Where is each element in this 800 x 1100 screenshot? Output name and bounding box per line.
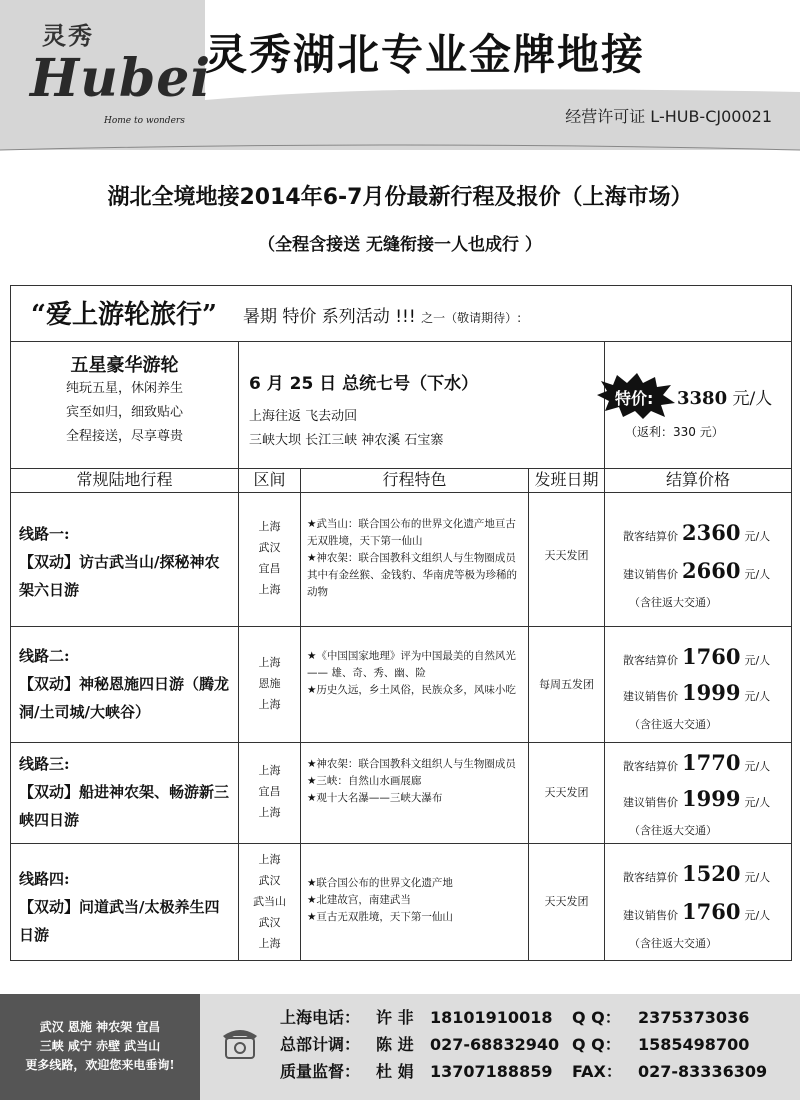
city: 上海 [258,583,281,596]
price-unit: 元/人 [744,871,771,884]
price-retail [623,520,770,545]
price-cell [605,492,791,626]
logo-hubei: Hubei [30,48,212,109]
city: 武当山 [253,895,286,908]
feature: ★亘古无双胜境，天下第一仙山 [307,911,453,923]
cruise-heading: 五星豪华游轮 [70,355,179,376]
feature: ★历史久远，乡土风俗，民族众多，风味小吃 [307,684,516,696]
route-title: 线路二: [19,647,70,665]
table-row [11,742,791,844]
contact-label: 质量监督： [280,1062,361,1081]
city: 恩施 [258,677,281,690]
header-section: 区间 [239,468,301,492]
price-value: 1999 [682,786,741,811]
header-route: 常规陆地行程 [11,468,239,492]
price-unit: 元/人 [744,690,771,703]
price-value: 1760 [682,644,741,669]
company-name: 灵秀湖北专业金牌地接 [205,30,646,79]
license-number: 经营许可证 L-HUB-CJ00021 [565,107,772,126]
promo-text [243,302,521,327]
city: 上海 [258,698,281,711]
price-value: 2660 [682,558,741,583]
departure: 天天发团 [544,786,589,799]
cruise-rebate: （返利：330 元） [625,425,724,439]
route-name [19,642,231,726]
contact-name: 陈 进 [376,1035,414,1054]
route-desc: 【双动】船进神农架、畅游新三峡四日游 [19,783,230,829]
route-desc: 【双动】问道武当/太极养生四日游 [19,898,220,944]
header-price: 结算价格 [665,470,730,489]
price-label: 散客结算价 [623,530,678,543]
price-label: 散客结算价 [623,760,678,773]
price-label: 散客结算价 [623,654,678,667]
route-cell [11,492,239,626]
price-retail [623,750,770,775]
city: 上海 [258,764,281,777]
city: 上海 [258,806,281,819]
promo-banner [11,286,791,342]
departure: 天天发团 [544,549,589,562]
route-name [19,520,231,604]
route-cities [239,652,300,715]
price-label: 建议销售价 [623,568,678,581]
contact-extra-value: 027-83336309 [638,1062,768,1081]
contact-label: 上海电话： [280,1008,361,1027]
contact-extra-label: Q Q： [572,1035,621,1054]
price-value: 1770 [682,750,741,775]
table-row [11,843,791,960]
header [0,0,800,165]
cruise-section [11,341,791,469]
route-features [307,516,521,601]
route-cities [239,849,300,954]
feature: ★神农架：联合国教科文组织人与生物圈成员其中有金丝猴、金钱豹、华南虎等极为珍稀的动物 [307,552,517,598]
cities-cell [239,742,301,843]
footer-destinations [0,994,200,1100]
cruise-price-number: 3380 [677,388,728,409]
features-cell [301,843,529,960]
feature: ★北建故宫，南建武当 [307,894,411,906]
route-cell [11,742,239,843]
city: 武汉 [258,916,281,929]
departure-cell [529,843,605,960]
price-label: 建议销售价 [623,796,678,809]
route-title: 线路三: [19,755,70,773]
table-row [11,626,791,743]
cities-cell [239,843,301,960]
price-retail [623,644,770,669]
price-unit: 元/人 [744,909,771,922]
price-label: 建议销售价 [623,909,678,922]
features-cell [301,742,529,843]
route-cities [239,760,300,823]
promo-main: “爱上游轮旅行” [31,300,217,330]
city: 上海 [258,853,281,866]
logo-tagline: Home to wonders [104,116,185,126]
header-features: 行程特色 [301,468,529,492]
cruise-line: 纯玩五星，休闲养生 [65,381,183,396]
contact-name: 杜 娟 [376,1062,414,1081]
price-label: 建议销售价 [623,690,678,703]
contact-phone: 027-68832940 [430,1035,560,1054]
price-unit: 元/人 [744,568,771,581]
cruise-line: 宾至如归，细致贴心 [65,405,183,420]
cruise-price-value [677,384,772,409]
cruise-sights: 三峡大坝 长江三峡 神农溪 石宝寨 [249,433,444,448]
logo-chinese: 灵秀 [42,21,94,50]
price-value: 1999 [682,680,741,705]
logo [12,8,212,128]
price-unit: 元/人 [744,530,771,543]
cruise-details [239,341,605,468]
feature: ★《中国国家地理》评为中国最美的自然风光 —— 雄、奇、秀、幽、险 [307,650,516,679]
route-title: 线路四: [19,870,70,888]
city: 上海 [258,656,281,669]
contact-name: 许 非 [376,1008,414,1027]
feature: ★武当山：联合国公布的世界文化遗产地亘古无双胜境，天下第一仙山 [307,518,516,547]
price-cell [605,742,791,843]
features-cell [301,492,529,626]
feature: ★观十大名瀑——三峡大瀑布 [307,792,443,804]
page-title: 湖北全境地接2014年6-7月份最新行程及报价（上海市场） [107,185,693,210]
price-note: （含往返大交通） [629,596,717,609]
itinerary-table [10,285,792,961]
route-cities [239,516,300,600]
cruise-date-ship: 6 月 25 日 总统七号（下水） [249,374,479,394]
price-unit: 元/人 [744,654,771,667]
contact-label: 总部计调： [280,1035,361,1054]
feature: ★联合国公布的世界文化遗产地 [307,877,453,889]
route-desc: 【双动】访古武当山/探秘神农架六日游 [19,553,220,599]
route-features [307,756,521,807]
city: 上海 [258,937,281,950]
price-value: 1760 [682,899,741,924]
route-features [307,875,521,926]
price-note: （含往返大交通） [629,937,717,950]
city: 武汉 [258,874,281,887]
feature: ★三峡：自然山水画展廊 [307,775,422,787]
cruise-price-unit: 元/人 [732,389,773,409]
cities-cell [239,626,301,742]
cruise-intro [11,341,239,468]
price-cell [605,843,791,960]
contact-extra-value: 2375373036 [638,1008,750,1027]
footer-line: 三峡 咸宁 赤壁 武当山 [39,1039,161,1053]
price-label: 散客结算价 [623,871,678,884]
footer-line: 更多线路，欢迎您来电垂询! [25,1058,175,1072]
price-suggested [623,899,770,924]
price-suggested [623,558,770,583]
price-note: （含往返大交通） [629,824,717,837]
city: 武汉 [258,541,281,554]
price-value: 2360 [682,520,741,545]
departure-cell [529,742,605,843]
route-features [307,648,521,699]
price-value: 1520 [682,861,741,886]
contact-phone: 13707188859 [430,1062,553,1081]
features-cell [301,626,529,742]
price-unit: 元/人 [744,760,771,773]
city: 宜昌 [258,562,281,575]
footer-line: 武汉 恩施 神农架 宜昌 [39,1020,161,1034]
telephone-icon [220,1022,260,1062]
route-title: 线路一: [19,525,70,543]
table-row [11,492,791,627]
departure: 每周五发团 [539,678,594,691]
special-label: 特价: [615,389,654,408]
route-name [19,865,231,949]
city: 宜昌 [258,785,281,798]
city: 上海 [258,520,281,533]
route-cell [11,626,239,742]
contact-extra-value: 1585498700 [638,1035,750,1054]
route-name [19,750,231,834]
contact-extra-label: Q Q： [572,1008,621,1027]
price-cell [605,626,791,742]
departure-cell [529,492,605,626]
contact-extra-label: FAX： [572,1062,622,1081]
table-header [11,468,791,493]
route-cell [11,843,239,960]
departure-cell [529,626,605,742]
page-subtitle: （全程含接送 无缝衔接一人也成行 ） [258,235,542,255]
feature: ★神农架：联合国教科文组织人与生物圈成员 [307,758,516,770]
price-note: （含往返大交通） [629,718,717,731]
departure: 天天发团 [544,895,589,908]
price-unit: 元/人 [744,796,771,809]
footer [0,994,800,1100]
cruise-price [605,341,791,468]
price-suggested [623,786,770,811]
cities-cell [239,492,301,626]
contact-phone: 18101910018 [430,1008,553,1027]
route-desc: 【双动】神秘恩施四日游（腾龙洞/土司城/大峡谷） [19,675,230,721]
promo-suffix: 之一（敬请期待）: [421,311,522,325]
cruise-line: 全程接送，尽享尊贵 [65,429,183,444]
header-departure: 发班日期 [529,468,605,492]
price-retail [623,861,770,886]
promo-rest: 暑期 特价 系列活动 !!! [243,307,416,327]
cruise-route: 上海往返 飞去动回 [249,409,358,424]
price-suggested [623,680,770,705]
